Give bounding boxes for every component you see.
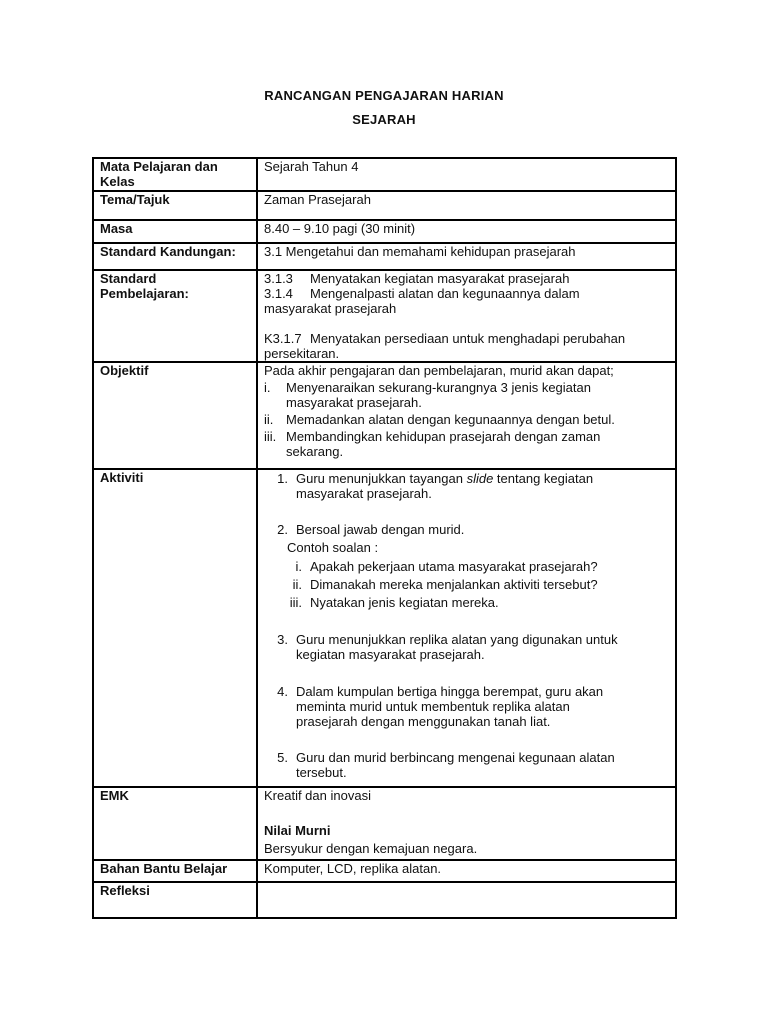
value-standard-pembelajaran: 3.1.3 Menyatakan kegiatan masyarakat prasejarah 3.1.4 Mengenalpasti alatan dan kegunaannya dalam masyarakat prasejarah K3.1.7 Menyatakan persediaan untuk menghadapi perubahan persekitaran. xyxy=(257,270,676,362)
list-item: 1. Guru menunjukkan tayangan slide tentang kegiatan masyarakat prasejarah. xyxy=(277,471,594,501)
list-item: iii. Nyatakan jenis kegiatan mereka. xyxy=(289,595,499,610)
table-row-mata-pelajaran xyxy=(93,158,676,191)
label-objektif: Objektif xyxy=(93,362,257,469)
label-mata-pelajaran: Mata Pelajaran dan Kelas xyxy=(93,158,257,191)
questions-heading: Contoh soalan : xyxy=(287,540,379,555)
table-row-tema xyxy=(93,191,676,220)
value-aktiviti xyxy=(257,469,676,787)
table-row-refleksi xyxy=(93,882,676,918)
value-objektif: Pada akhir pengajaran dan pembelajaran, murid akan dapat; i. Menyenaraikan sekurang-kurangnya 3 jenis kegiatan masyarakat prasejarah. ii. Memadankan alatan dengan kegunaannya dengan betul. iii. Membandingkan kehidupan prasejarah dengan zaman sekarang. xyxy=(257,362,676,469)
value-tema: Zaman Prasejarah xyxy=(257,191,676,220)
list-item: i. Apakah pekerjaan utama masyarakat prasejarah? xyxy=(295,559,598,574)
list-item: 5. Guru dan murid berbincang mengenai kegunaan alatan tersebut. xyxy=(277,750,615,780)
list-item: ii. Memadankan alatan dengan kegunaannya dengan betul. xyxy=(264,412,615,427)
list-item: iii. Membandingkan kehidupan prasejarah dengan zaman sekarang. xyxy=(264,429,601,459)
nilai-murni-heading: Nilai Murni xyxy=(264,823,331,838)
table-row-emk xyxy=(93,787,676,860)
value-bahan: Komputer, LCD, replika alatan. xyxy=(257,860,676,882)
document-subtitle: SEJARAH xyxy=(352,112,416,127)
list-item: 3.1.4 Mengenalpasti alatan dan kegunaannya dalam xyxy=(264,286,580,301)
table-row-bahan xyxy=(93,860,676,882)
value-emk: Kreatif dan inovasi Nilai Murni Bersyukur dengan kemajuan negara. xyxy=(257,787,676,860)
list-item: K3.1.7 Menyatakan persediaan untuk menghadapi perubahan xyxy=(264,331,626,346)
label-standard-pembelajaran: Standard Pembelajaran: xyxy=(93,270,257,362)
table-row-standard-kandungan xyxy=(93,243,676,270)
document-title: RANCANGAN PENGAJARAN HARIAN xyxy=(264,88,504,103)
value-mata-pelajaran: Sejarah Tahun 4 xyxy=(257,158,676,191)
list-item: 3. Guru menunjukkan replika alatan yang digunakan untuk kegiatan masyarakat prasejarah. xyxy=(277,632,618,662)
label-tema: Tema/Tajuk xyxy=(93,191,257,220)
table-row-standard-pembelajaran xyxy=(93,270,676,362)
label-refleksi: Refleksi xyxy=(93,882,257,918)
label-masa: Masa xyxy=(93,220,257,243)
table-row-aktiviti xyxy=(93,469,676,787)
value-masa: 8.40 – 9.10 pagi (30 minit) xyxy=(257,220,676,243)
label-emk: EMK xyxy=(93,787,257,860)
list-item: 4. Dalam kumpulan bertiga hingga berempat, guru akan meminta murid untuk membentuk replika alatan prasejarah dengan menggunakan tanah liat. xyxy=(277,684,604,729)
table-row-masa xyxy=(93,220,676,243)
value-refleksi xyxy=(257,882,676,918)
table-row-objektif xyxy=(93,362,676,469)
label-bahan: Bahan Bantu Belajar xyxy=(93,860,257,882)
list-item: 3.1.3 Menyatakan kegiatan masyarakat prasejarah xyxy=(264,271,570,286)
list-item: i. Menyenaraikan sekurang-kurangnya 3 jenis kegiatan masyarakat prasejarah. xyxy=(264,380,591,410)
label-aktiviti: Aktiviti xyxy=(93,469,257,787)
label-standard-kandungan: Standard Kandungan: xyxy=(93,243,257,270)
list-item: 2. Bersoal jawab dengan murid. xyxy=(277,522,465,537)
value-standard-kandungan: 3.1 Mengetahui dan memahami kehidupan prasejarah xyxy=(257,243,676,270)
list-item: ii. Dimanakah mereka menjalankan aktiviti tersebut? xyxy=(292,577,598,592)
lesson-plan-table xyxy=(92,157,677,919)
